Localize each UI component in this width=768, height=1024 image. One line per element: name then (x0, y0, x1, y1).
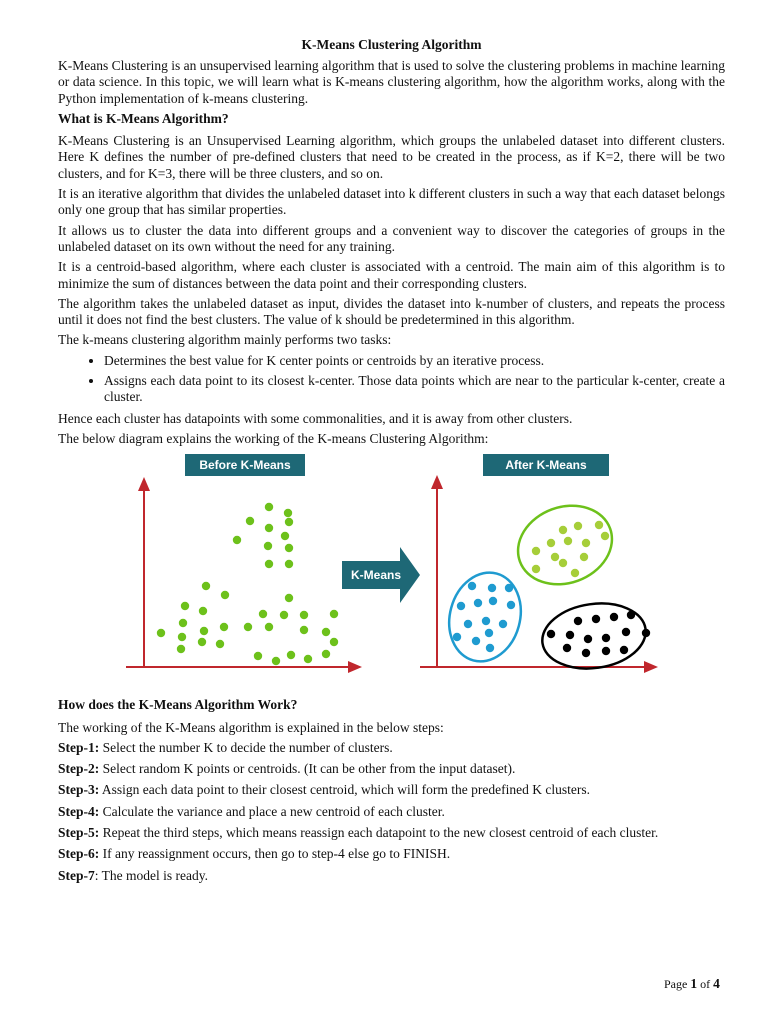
point-before (198, 638, 206, 646)
paragraph-commonalities: Hence each cluster has datapoints with some commonalities, and it is away from other clusters. (58, 410, 573, 426)
step-4 (58, 804, 725, 820)
point-lime (564, 537, 572, 545)
before-axes (126, 477, 362, 673)
intro-paragraph: K-Means Clustering is an unsupervised learning algorithm that is used to solve the clustering problems in machine learning or data science. In this topic, we will learn what is K-means clustering algorithm, how the algorithm works, along with the Python implementation of k-means clustering. (58, 58, 725, 106)
point-blue (485, 629, 493, 637)
point-before (304, 655, 312, 663)
step-text: : The model is ready. (94, 867, 208, 883)
point-before (285, 560, 293, 568)
point-blue (482, 617, 490, 625)
point-before (178, 633, 186, 641)
point-black (563, 644, 571, 652)
point-lime (532, 565, 540, 573)
point-before (254, 652, 262, 660)
point-black (602, 647, 610, 655)
point-before (200, 627, 208, 635)
list-item: • Determines the best value for K center points or centroids by an iterative process. (104, 353, 725, 369)
point-blue (468, 582, 476, 590)
page-title: K-Means Clustering Algorithm (301, 37, 482, 52)
point-blue (486, 644, 494, 652)
point-black (582, 649, 590, 657)
point-black (610, 613, 618, 621)
paragraph-iterative: It is an iterative algorithm that divides the unlabeled dataset into k different clusters in such a way that each dataset belongs only one group that has similar properties. (58, 186, 725, 218)
point-before (285, 518, 293, 526)
point-before (285, 544, 293, 552)
paragraph-process: The algorithm takes the unlabeled dataset as input, divides the dataset into k-number of clusters, and repeats the process until it does not find the best clusters. The value of k should be predetermined in this algorithm. (58, 295, 725, 328)
point-before (281, 532, 289, 540)
point-before (330, 638, 338, 646)
point-before (322, 650, 330, 658)
step-label: Step-6: (58, 846, 100, 862)
paragraph-definition: K-Means Clustering is an Unsupervised Learning algorithm, which groups the unlabeled dataset into different clusters. Here K defines the number of pre-defined clusters that need to be created in the process, as if K=2, there will be two clusters, and for K=3, there will be three clusters, and so on. (58, 133, 725, 181)
cluster-ellipse-lime (507, 493, 623, 597)
point-lime (595, 521, 603, 529)
point-blue (457, 602, 465, 610)
point-black (592, 615, 600, 623)
point-black (602, 634, 610, 642)
after-axes (420, 475, 658, 673)
point-blue (464, 620, 472, 628)
point-lime (580, 553, 588, 561)
point-lime (559, 526, 567, 534)
point-blue (472, 637, 480, 645)
step-5 (58, 825, 725, 841)
point-before (300, 626, 308, 634)
before-label: Before K-Means (199, 458, 291, 473)
step-6 (58, 846, 725, 862)
point-before (244, 623, 252, 631)
point-black (566, 631, 574, 639)
step-label: Step-7 (58, 867, 95, 883)
paragraph-centroid: It is a centroid-based algorithm, where each cluster is associated with a centroid. The main aim of this algorithm is to minimize the sum of distances between the data point and their corresponding clusters. (58, 259, 725, 291)
point-before (177, 645, 185, 653)
point-before (300, 611, 308, 619)
point-lime (547, 539, 555, 547)
step-text: Select random K points or centroids. (It can be other from the input dataset). (99, 761, 516, 777)
point-lime (571, 569, 579, 577)
step-label: Step-2: (58, 761, 100, 777)
point-black (574, 617, 582, 625)
point-blue (499, 620, 507, 628)
point-lime (551, 553, 559, 561)
point-before (246, 517, 254, 525)
point-before (202, 582, 210, 590)
point-black (620, 646, 628, 654)
point-before (216, 640, 224, 648)
paragraph-grouping: It allows us to cluster the data into different groups and a convenient way to discover the categories of groups in the unlabeled dataset on its own without the need for any training. (58, 222, 725, 254)
point-lime (532, 547, 540, 555)
point-before (265, 623, 273, 631)
tasks-list (58, 353, 725, 406)
paragraph-tasks-intro: The k-means clustering algorithm mainly performs two tasks: (58, 332, 392, 348)
step-3 (58, 782, 725, 798)
step-label: Step-3: (58, 782, 100, 798)
list-item: • Assigns each data point to its closest k-center. Those data points which are near to the particular k-center, create a cluster. (104, 373, 725, 406)
point-before (330, 610, 338, 618)
point-blue (489, 597, 497, 605)
point-lime (574, 522, 582, 530)
document-page (58, 36, 725, 889)
paragraph-steps-intro: The working of the K-Means algorithm is explained in the below steps: (58, 719, 444, 735)
kmeans-diagram (58, 451, 725, 691)
point-blue (453, 633, 461, 641)
point-before (264, 542, 272, 550)
point-before (220, 623, 228, 631)
point-before (179, 619, 187, 627)
page-footer (664, 976, 720, 992)
step-label: Step-1: (58, 739, 100, 755)
point-black (547, 630, 555, 638)
point-before (284, 509, 292, 517)
step-text: Select the number K to decide the number of clusters. (99, 739, 393, 755)
point-before (221, 591, 229, 599)
step-7 (58, 868, 725, 884)
point-before (181, 602, 189, 610)
section-heading-what-is: What is K-Means Algorithm? (58, 110, 229, 126)
step-text: If any reassignment occurs, then go to step-4 else go to FINISH. (99, 846, 451, 862)
point-before (265, 503, 273, 511)
point-lime (559, 559, 567, 567)
after-label: After K-Means (505, 458, 587, 473)
point-lime (582, 539, 590, 547)
point-black (627, 611, 635, 619)
point-black (642, 629, 650, 637)
paragraph-diagram-intro: The below diagram explains the working of the K-means Clustering Algorithm: (58, 430, 489, 446)
step-label: Step-5: (58, 825, 100, 841)
point-lime (601, 532, 609, 540)
step-1 (58, 740, 725, 756)
step-2 (58, 761, 725, 777)
point-before (259, 610, 267, 618)
point-blue (488, 584, 496, 592)
kmeans-arrow-label: K-Means (350, 568, 402, 583)
section-heading-how-it-works: How does the K-Means Algorithm Work? (58, 697, 298, 713)
point-blue (474, 599, 482, 607)
point-before (265, 524, 273, 532)
cluster-ellipse-black (538, 597, 650, 675)
point-before (272, 657, 280, 665)
point-before (233, 536, 241, 544)
point-black (584, 635, 592, 643)
point-blue (507, 601, 515, 609)
page-number: 1 (690, 976, 698, 991)
point-before (287, 651, 295, 659)
point-before (157, 629, 165, 637)
step-label: Step-4: (58, 803, 100, 819)
of-word: of (697, 977, 714, 991)
point-before (280, 611, 288, 619)
point-before (265, 560, 273, 568)
step-text: Assign each data point to their closest centroid, which will form the predefined K clusters. (99, 782, 590, 798)
step-text: Repeat the third steps, which means reassign each datapoint to the new closest centroid of each cluster. (99, 825, 659, 841)
point-before (322, 628, 330, 636)
page-word: Page (664, 977, 691, 991)
page-total: 4 (713, 976, 720, 991)
step-text: Calculate the variance and place a new centroid of each cluster. (99, 803, 445, 819)
point-before (285, 594, 293, 602)
point-blue (505, 584, 513, 592)
point-black (622, 628, 630, 636)
point-before (199, 607, 207, 615)
